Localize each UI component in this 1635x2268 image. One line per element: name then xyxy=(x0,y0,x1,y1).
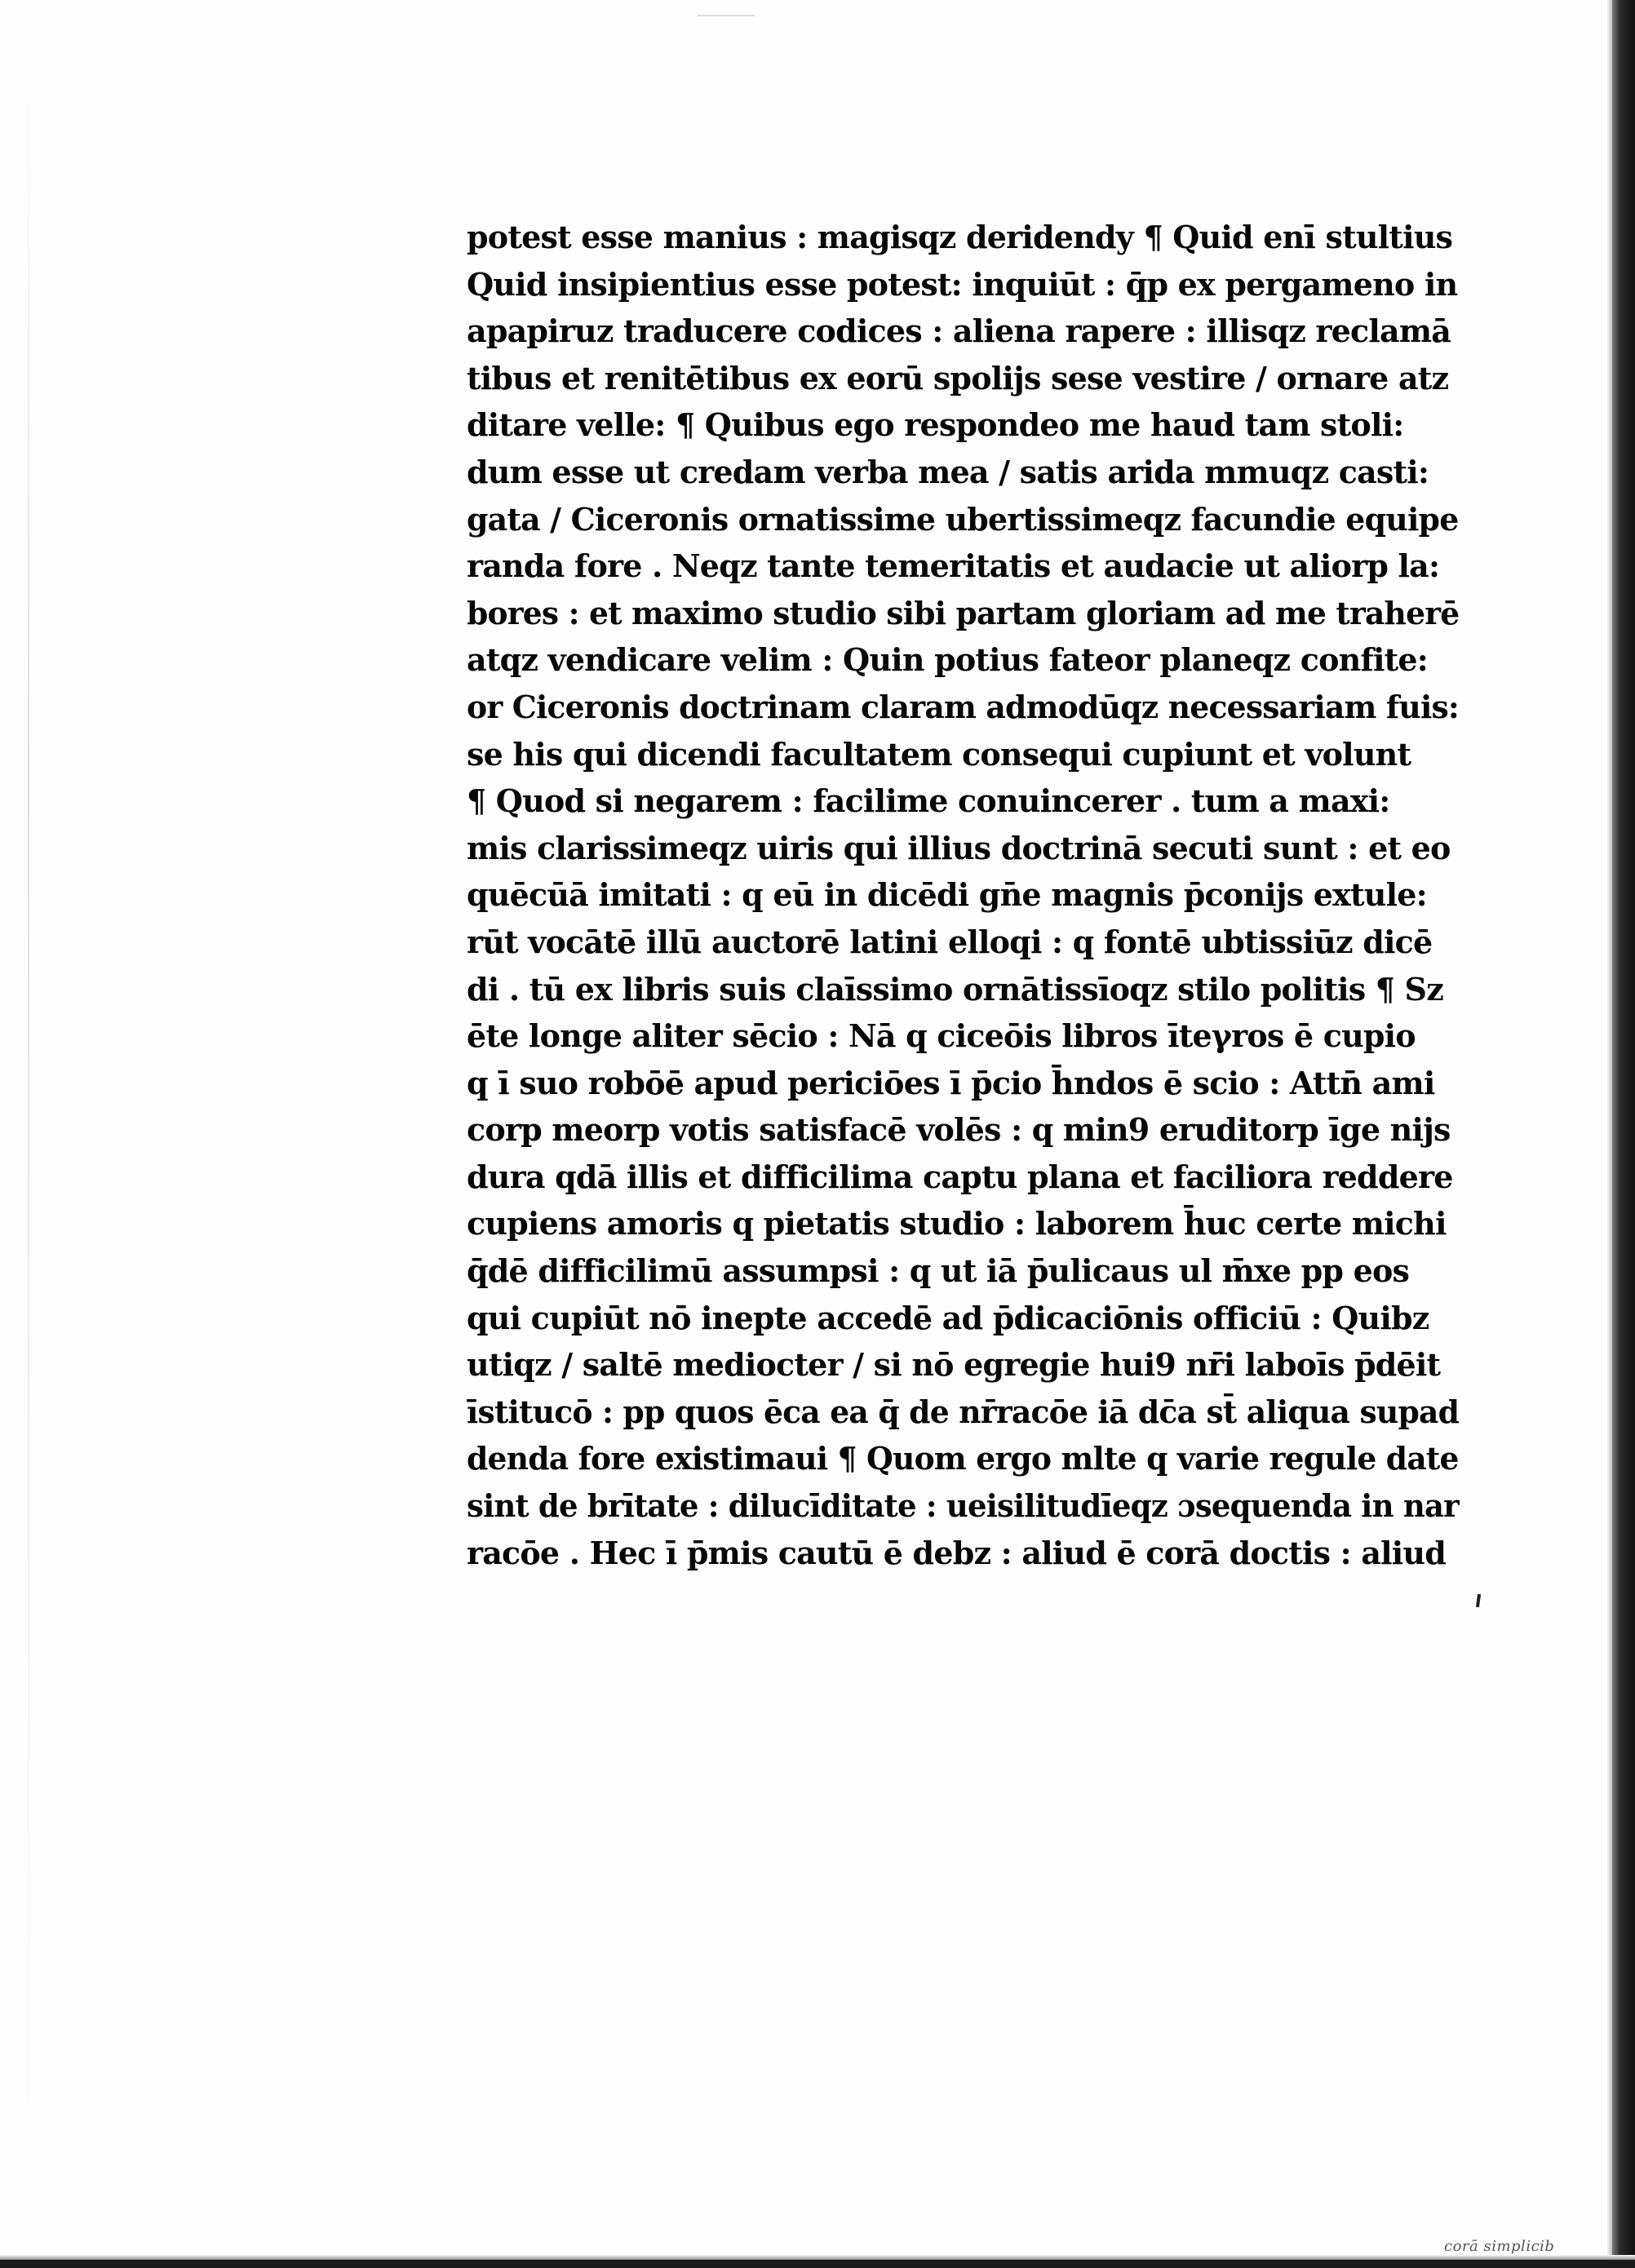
text-line-20: corp meorp votis satisfacē volēs : q min9 eruditorp īge nijs xyxy=(467,1111,1451,1149)
text-line-24: qui cupiūt nō inepte accedē ad p̄dicaciōnis officiū : Quibz xyxy=(467,1299,1429,1336)
top-margin-mark xyxy=(697,0,764,16)
text-line-25: utiqz / saltē mediocter / si nō egregie hui9 nr̄i laboīs p̄dēit xyxy=(467,1346,1441,1384)
text-line-6: dum esse ut credam verba mea / satis arida mmuqz casti: xyxy=(467,453,1429,490)
page-fold-shadow xyxy=(28,65,29,2186)
text-line-22: cupiens amoris q pietatis studio : laborem h̄uc certe michi xyxy=(467,1205,1447,1243)
text-line-29: racōe . Hec ī p̄mis cautū ē debz : aliud ē corā doctis : aliud xyxy=(467,1534,1447,1571)
bottom-edge xyxy=(0,2260,1635,2268)
text-block xyxy=(467,214,1459,1748)
text-line-8: randa fore . Neqz tante temeritatis et audacie ut aliorp la: xyxy=(467,547,1440,585)
text-line-14: mis clarissimeqz uiris qui illius doctrinā secuti sunt : et eo xyxy=(467,829,1451,866)
text-line-17: di . tū ex libris suis claīssimo ornātissīoqz stilo politis ¶ Sz xyxy=(467,970,1443,1008)
text-line-12: se his qui dicendi facultatem consequi cupiunt et volunt xyxy=(467,735,1411,773)
text-line-10: atqz vendicare velim : Quin potius fateor planeqz confite: xyxy=(467,641,1428,679)
margin-tick-mark xyxy=(1476,1594,1481,1607)
text-line-7: gata / Ciceronis ornatissime ubertissimeqz facundie equipe xyxy=(467,500,1459,538)
text-line-2: Quid insipientius esse potest: inquiūt : q̄p ex pergameno in xyxy=(467,265,1458,303)
text-line-5: ditare velle: ¶ Quibus ego respondeo me haud tam stoli: xyxy=(467,406,1404,444)
text-line-21: dura qdā illis et difficilima captu plana et faciliora reddere xyxy=(467,1158,1453,1195)
text-line-23: q̄dē difficilimū assumpsi : q ut iā p̄ulicaus ul m̄xe pp eos xyxy=(467,1252,1410,1290)
text-line-11: or Ciceronis doctrinam claram admodūqz necessariam fuis: xyxy=(467,688,1460,725)
text-line-9: bores : et maximo studio sibi partam gloriam ad me traherē xyxy=(467,594,1460,631)
text-line-27: denda fore existimaui ¶ Quom ergo mlte q varie regule date xyxy=(467,1440,1459,1477)
text-line-16: rūt vocātē illū auctorē latini elloqi : q fontē ubtissiūz dicē xyxy=(467,923,1433,960)
text-line-18: ēte longe aliter sēcio : Nā q ciceōis libros īteγros ē cupio xyxy=(467,1017,1416,1055)
text-line-1: potest esse manius : magisqz deridendy ¶ Quid enī stultius xyxy=(467,219,1453,255)
text-line-19: q ī suo robōē apud periciōes ī p̄cio h̄ndos ē scio : Attn̄ ami xyxy=(467,1064,1435,1101)
binding-edge xyxy=(1612,0,1635,2268)
text-line-4: tibus et renitētibus ex eorū spolijs sese vestire / ornare atz xyxy=(467,359,1449,396)
text-line-15: quēcūā imitati : q eū in dicēdi gn̄e magnis p̄conijs extule: xyxy=(467,876,1427,914)
text-line-13: ¶ Quod si negarem : facilime conuincerer . tum a maxi: xyxy=(467,782,1390,820)
text-line-3: apapiruz traducere codices : aliena rapere : illisqz reclamā xyxy=(467,312,1451,350)
handwritten-catchword: corā simplicib xyxy=(1444,2238,1555,2255)
text-line-26: īstitucō : pp quos ēca ea q̄ de nr̄racōe iā dc̄a st̄ aliqua supad xyxy=(467,1393,1460,1430)
text-line-28: sint de brītate : dilucīditate : ueisilitudīeqz ɔsequenda in nar xyxy=(467,1487,1459,1525)
